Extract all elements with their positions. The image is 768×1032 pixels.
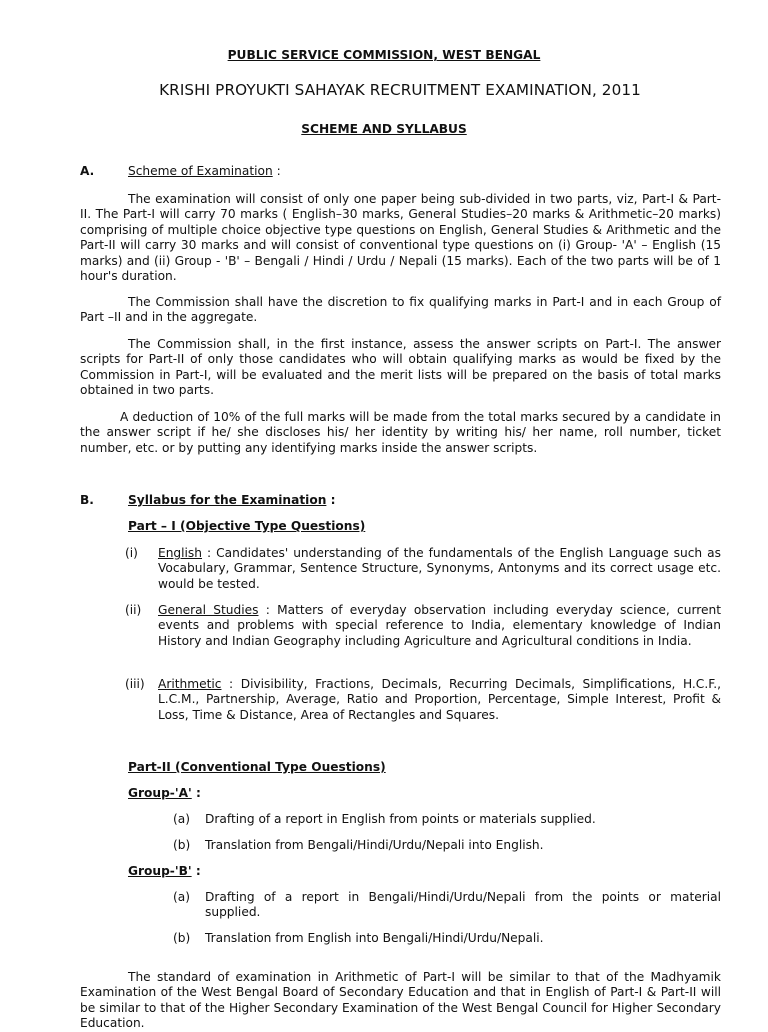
scheme-syllabus-heading: SCHEME AND SYLLABUS — [301, 122, 467, 136]
english-label: English — [158, 546, 203, 560]
section-b-title: Syllabus for the Examination — [128, 493, 327, 507]
part-1-item-arithmetic — [158, 677, 721, 723]
group-b-colon: : — [191, 864, 201, 878]
section-b-letter: B. — [80, 493, 94, 507]
part-1-item-2-num: (ii) — [125, 603, 142, 617]
group-b-item-2: Translation from English into Bengali/Hindi/Urdu/Nepali. — [205, 931, 544, 945]
group-b-heading — [128, 864, 201, 879]
section-b-colon: : — [326, 493, 336, 507]
group-a-title: Group-'A' — [128, 786, 192, 800]
closing-paragraph: The standard of examination in Arithmetic of Part-I will be similar to that of the Madhyamik Examination of the West Bengal Board of Secondary Education and that in English of Part-I & Part-II will be similar to that of the Higher Secondary Examination of the West Bengal Council for Higher Secondary Education. — [80, 970, 721, 1031]
section-a-colon: : — [272, 164, 281, 178]
part-1-item-1-num: (i) — [125, 546, 138, 560]
group-b-title: Group-'B' — [128, 864, 192, 878]
section-a-paragraph-1: The examination will consist of only one paper being sub-divided in two parts, viz, Part-I & Part-II. The Part-I will carry 70 marks ( English–30 marks, General Studies–20 marks & Arithmetic–20 marks) comprising of multiple choice objective type questions on English, General Studies & Arithmetic and the Part-II will carry 30 marks and will consist of conventional type questions on (i) Group- 'A' – English (15 marks) and (ii) Group - 'B' – Bengali / Hindi / Urdu / Nepali (15 marks). Each of the two parts will be of 1 hour's duration. — [80, 192, 721, 284]
general-studies-label: General Studies — [158, 603, 259, 617]
section-a-letter: A. — [80, 164, 95, 178]
section-a-paragraph-2: The Commission shall have the discretion to fix qualifying marks in Part-I and in each Group of Part –II and in the aggregate. — [80, 295, 721, 325]
group-b-item-1-num: (a) — [173, 890, 190, 904]
part-2-title: Part-II (Conventional Type Ouestions) — [128, 760, 386, 774]
group-a-item-1-num: (a) — [173, 812, 190, 826]
arithmetic-text: : Divisibility, Fractions, Decimals, Recurring Decimals, Simplifications, H.C.F., L.C.M., Partnership, Average, Ratio and Proportion, Percentage, Simple Interest, Profit & Loss, Time & Distance, Area of Rectangles and Squares. — [158, 677, 721, 722]
exam-title: KRISHI PROYUKTI SAHAYAK RECRUITMENT EXAMINATION, 2011 — [159, 81, 641, 99]
section-a-title: Scheme of Examination — [128, 164, 273, 178]
section-a-paragraph-4: A deduction of 10% of the full marks will be made from the total marks secured by a candidate in the answer script if he/ she discloses his/ her identity by writing his/ her name, roll number, ticket number, etc. or by putting any identifying marks inside the answer scripts. — [80, 410, 721, 455]
group-a-heading — [128, 786, 201, 801]
group-a-item-2: Translation from Bengali/Hindi/Urdu/Nepali into English. — [205, 838, 544, 852]
english-text: : Candidates' understanding of the fundamentals of the English Language such as Vocabulary, Grammar, Sentence Structure, Synonyms, Antonyms and its correct usage etc. would be tested. — [158, 546, 721, 591]
arithmetic-label: Arithmetic — [158, 677, 222, 691]
section-a-heading — [128, 164, 281, 179]
section-b-heading — [128, 493, 336, 508]
group-a-colon: : — [191, 786, 201, 800]
part-1-item-3-num: (iii) — [125, 677, 145, 691]
group-b-item-2-num: (b) — [173, 931, 191, 945]
part-1-item-english — [158, 546, 721, 592]
part-1-item-general-studies — [158, 603, 721, 649]
general-studies-text: : Matters of everyday observation including everyday science, current events and problems with special reference to India, elementary knowledge of Indian History and Indian Geography including Agriculture and Agricultural conditions in India. — [158, 603, 721, 648]
part-1-title: Part – I (Objective Type Questions) — [128, 519, 366, 533]
group-b-item-1: Drafting of a report in Bengali/Hindi/Urdu/Nepali from the points or material supplied. — [205, 890, 721, 920]
commission-heading: PUBLIC SERVICE COMMISSION, WEST BENGAL — [227, 48, 541, 62]
group-a-item-2-num: (b) — [173, 838, 191, 852]
section-a-paragraph-3: The Commission shall, in the first instance, assess the answer scripts on Part-I. The answer scripts for Part-II of only those candidates who will obtain qualifying marks as would be fixed by the Commission in Part-I, will be evaluated and the merit lists will be prepared on the basis of total marks obtained in two parts. — [80, 337, 721, 398]
group-a-item-1: Drafting of a report in English from points or materials supplied. — [205, 812, 596, 826]
